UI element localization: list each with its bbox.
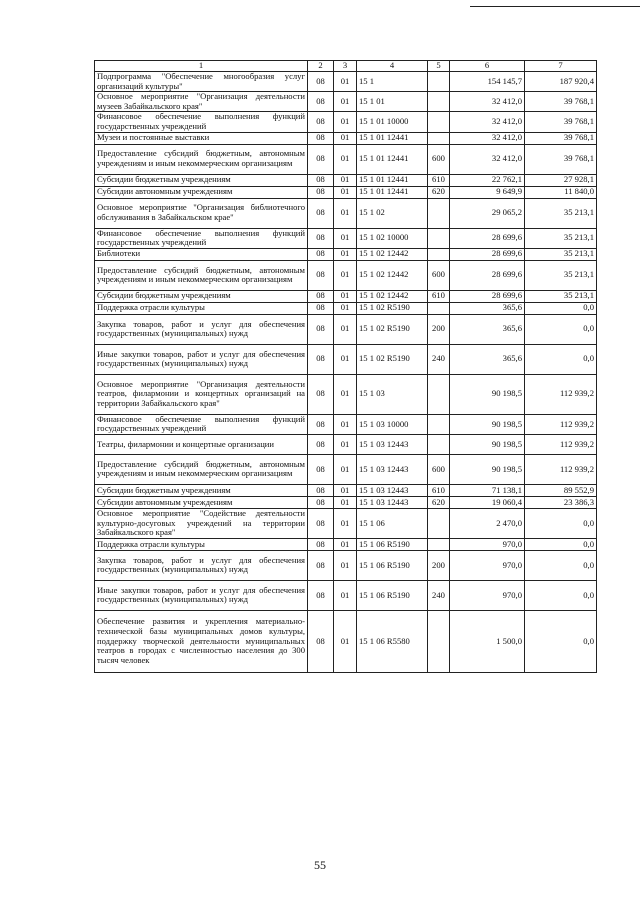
section-code-cell: 08 xyxy=(308,290,334,302)
expense-type-cell: 600 xyxy=(428,454,450,484)
expense-type-cell: 610 xyxy=(428,290,450,302)
amount-col6-cell: 1 500,0 xyxy=(450,610,525,672)
item-name-cell: Субсидии автономным учреждениям xyxy=(95,186,308,198)
section-code-cell: 08 xyxy=(308,302,334,314)
target-article-cell: 15 1 02 R5190 xyxy=(357,302,428,314)
table-row xyxy=(95,92,597,112)
subsection-code-cell: 01 xyxy=(334,434,357,454)
expense-type-cell xyxy=(428,434,450,454)
expense-type-cell: 610 xyxy=(428,484,450,496)
amount-col7-cell: 0,0 xyxy=(525,508,597,538)
amount-col7-cell: 112 939,2 xyxy=(525,374,597,414)
table-row xyxy=(95,374,597,414)
target-article-cell: 15 1 01 12441 xyxy=(357,186,428,198)
subsection-code-cell: 01 xyxy=(334,92,357,112)
item-name-cell: Финансовое обеспечение выполнения функций государственных учреждений xyxy=(95,228,308,248)
section-code-cell: 08 xyxy=(308,414,334,434)
target-article-cell: 15 1 06 xyxy=(357,508,428,538)
section-code-cell: 08 xyxy=(308,484,334,496)
expense-type-cell: 240 xyxy=(428,344,450,374)
table-row xyxy=(95,414,597,434)
amount-col6-cell: 90 198,5 xyxy=(450,414,525,434)
section-code-cell: 08 xyxy=(308,454,334,484)
section-code-cell: 08 xyxy=(308,374,334,414)
subsection-code-cell: 01 xyxy=(334,550,357,580)
amount-col6-cell: 28 699,6 xyxy=(450,228,525,248)
amount-col6-cell: 32 412,0 xyxy=(450,132,525,144)
expense-type-cell xyxy=(428,302,450,314)
item-name-cell: Закупка товаров, работ и услуг для обеспечения государственных (муниципальных) нужд xyxy=(95,314,308,344)
target-article-cell: 15 1 02 10000 xyxy=(357,228,428,248)
amount-col6-cell: 365,6 xyxy=(450,314,525,344)
table-row xyxy=(95,454,597,484)
top-edge-rule xyxy=(470,6,640,7)
target-article-cell: 15 1 xyxy=(357,72,428,92)
expense-type-cell xyxy=(428,538,450,550)
amount-col6-cell: 365,6 xyxy=(450,344,525,374)
target-article-cell: 15 1 06 R5190 xyxy=(357,538,428,550)
page-number: 55 xyxy=(314,858,326,872)
target-article-cell: 15 1 06 R5190 xyxy=(357,580,428,610)
subsection-code-cell: 01 xyxy=(334,132,357,144)
amount-col7-cell: 112 939,2 xyxy=(525,414,597,434)
section-code-cell: 08 xyxy=(308,508,334,538)
target-article-cell: 15 1 02 12442 xyxy=(357,248,428,260)
target-article-cell: 15 1 01 10000 xyxy=(357,112,428,132)
table-row xyxy=(95,610,597,672)
amount-col6-cell: 32 412,0 xyxy=(450,112,525,132)
subsection-code-cell: 01 xyxy=(334,198,357,228)
amount-col7-cell: 23 386,3 xyxy=(525,496,597,508)
target-article-cell: 15 1 01 12441 xyxy=(357,144,428,174)
section-code-cell: 08 xyxy=(308,132,334,144)
amount-col6-cell: 9 649,9 xyxy=(450,186,525,198)
table-row xyxy=(95,248,597,260)
item-name-cell: Музеи и постоянные выставки xyxy=(95,132,308,144)
section-code-cell: 08 xyxy=(308,228,334,248)
item-name-cell: Закупка товаров, работ и услуг для обеспечения государственных (муниципальных) нужд xyxy=(95,550,308,580)
item-name-cell: Финансовое обеспечение выполнения функций государственных учреждений xyxy=(95,112,308,132)
budget-table xyxy=(94,60,597,673)
table-row xyxy=(95,228,597,248)
item-name-cell: Обеспечение развития и укрепления материально-технической базы муниципальных домов культуры, поддержку творческой деятельности муниципальных театров в городах с численностью населения до 300 тысяч человек xyxy=(95,610,308,672)
amount-col7-cell: 0,0 xyxy=(525,580,597,610)
target-article-cell: 15 1 02 12442 xyxy=(357,290,428,302)
amount-col6-cell: 22 762,1 xyxy=(450,174,525,186)
subsection-code-cell: 01 xyxy=(334,228,357,248)
amount-col7-cell: 187 920,4 xyxy=(525,72,597,92)
subsection-code-cell: 01 xyxy=(334,374,357,414)
subsection-code-cell: 01 xyxy=(334,260,357,290)
section-code-cell: 08 xyxy=(308,186,334,198)
column-header: 5 xyxy=(428,61,450,72)
expense-type-cell: 240 xyxy=(428,580,450,610)
item-name-cell: Театры, филармонии и концертные организации xyxy=(95,434,308,454)
expense-type-cell: 620 xyxy=(428,186,450,198)
expense-type-cell: 200 xyxy=(428,314,450,344)
amount-col7-cell: 39 768,1 xyxy=(525,132,597,144)
section-code-cell: 08 xyxy=(308,144,334,174)
subsection-code-cell: 01 xyxy=(334,72,357,92)
amount-col6-cell: 32 412,0 xyxy=(450,144,525,174)
item-name-cell: Иные закупки товаров, работ и услуг для обеспечения государственных (муниципальных) нужд xyxy=(95,580,308,610)
amount-col6-cell: 90 198,5 xyxy=(450,374,525,414)
section-code-cell: 08 xyxy=(308,550,334,580)
section-code-cell: 08 xyxy=(308,72,334,92)
target-article-cell: 15 1 02 12442 xyxy=(357,260,428,290)
table-row xyxy=(95,174,597,186)
column-header: 2 xyxy=(308,61,334,72)
table-body xyxy=(95,72,597,673)
target-article-cell: 15 1 03 12443 xyxy=(357,434,428,454)
amount-col7-cell: 112 939,2 xyxy=(525,454,597,484)
amount-col6-cell: 71 138,1 xyxy=(450,484,525,496)
section-code-cell: 08 xyxy=(308,198,334,228)
section-code-cell: 08 xyxy=(308,610,334,672)
item-name-cell: Субсидии бюджетным учреждениям xyxy=(95,174,308,186)
table-row xyxy=(95,144,597,174)
table-row xyxy=(95,434,597,454)
section-code-cell: 08 xyxy=(308,580,334,610)
subsection-code-cell: 01 xyxy=(334,186,357,198)
subsection-code-cell: 01 xyxy=(334,414,357,434)
subsection-code-cell: 01 xyxy=(334,302,357,314)
amount-col6-cell: 2 470,0 xyxy=(450,508,525,538)
subsection-code-cell: 01 xyxy=(334,112,357,132)
table-row xyxy=(95,132,597,144)
subsection-code-cell: 01 xyxy=(334,344,357,374)
expense-type-cell xyxy=(428,374,450,414)
expense-type-cell: 620 xyxy=(428,496,450,508)
target-article-cell: 15 1 02 R5190 xyxy=(357,344,428,374)
subsection-code-cell: 01 xyxy=(334,314,357,344)
amount-col6-cell: 28 699,6 xyxy=(450,248,525,260)
item-name-cell: Основное мероприятие "Организация деятельности театров, филармонии и концертных организаций на территории Забайкальского края" xyxy=(95,374,308,414)
amount-col6-cell: 365,6 xyxy=(450,302,525,314)
section-code-cell: 08 xyxy=(308,314,334,344)
table-row xyxy=(95,72,597,92)
table-row xyxy=(95,112,597,132)
section-code-cell: 08 xyxy=(308,92,334,112)
item-name-cell: Основное мероприятие "Содействие деятельности культурно-досуговых учреждений на территории Забайкальского края" xyxy=(95,508,308,538)
expense-type-cell xyxy=(428,248,450,260)
amount-col7-cell: 35 213,1 xyxy=(525,260,597,290)
amount-col7-cell: 0,0 xyxy=(525,538,597,550)
expense-type-cell xyxy=(428,92,450,112)
item-name-cell: Основное мероприятие "Организация деятельности музеев Забайкальского края" xyxy=(95,92,308,112)
table-row xyxy=(95,496,597,508)
amount-col7-cell: 0,0 xyxy=(525,314,597,344)
item-name-cell: Предоставление субсидий бюджетным, автономным учреждениям и иным некоммерческим организациям xyxy=(95,454,308,484)
expense-type-cell xyxy=(428,610,450,672)
amount-col6-cell: 28 699,6 xyxy=(450,260,525,290)
amount-col7-cell: 35 213,1 xyxy=(525,228,597,248)
item-name-cell: Библиотеки xyxy=(95,248,308,260)
amount-col7-cell: 89 552,9 xyxy=(525,484,597,496)
target-article-cell: 15 1 01 xyxy=(357,92,428,112)
item-name-cell: Основное мероприятие "Организация библиотечного обслуживания в Забайкальском крае" xyxy=(95,198,308,228)
amount-col6-cell: 29 065,2 xyxy=(450,198,525,228)
subsection-code-cell: 01 xyxy=(334,144,357,174)
table-row xyxy=(95,344,597,374)
amount-col6-cell: 90 198,5 xyxy=(450,434,525,454)
amount-col7-cell: 39 768,1 xyxy=(525,92,597,112)
table-row xyxy=(95,290,597,302)
table-row xyxy=(95,580,597,610)
expense-type-cell: 200 xyxy=(428,550,450,580)
target-article-cell: 15 1 03 xyxy=(357,374,428,414)
amount-col6-cell: 970,0 xyxy=(450,550,525,580)
subsection-code-cell: 01 xyxy=(334,496,357,508)
expense-type-cell xyxy=(428,414,450,434)
item-name-cell: Предоставление субсидий бюджетным, автономным учреждениям и иным некоммерческим организациям xyxy=(95,260,308,290)
item-name-cell: Подпрограмма "Обеспечение многообразия услуг организаций культуры" xyxy=(95,72,308,92)
expense-type-cell xyxy=(428,228,450,248)
table-row xyxy=(95,538,597,550)
amount-col6-cell: 19 060,4 xyxy=(450,496,525,508)
amount-col7-cell: 39 768,1 xyxy=(525,112,597,132)
target-article-cell: 15 1 01 12441 xyxy=(357,132,428,144)
subsection-code-cell: 01 xyxy=(334,484,357,496)
item-name-cell: Финансовое обеспечение выполнения функций государственных учреждений xyxy=(95,414,308,434)
section-code-cell: 08 xyxy=(308,496,334,508)
subsection-code-cell: 01 xyxy=(334,290,357,302)
section-code-cell: 08 xyxy=(308,434,334,454)
item-name-cell: Субсидии бюджетным учреждениям xyxy=(95,484,308,496)
expense-type-cell xyxy=(428,198,450,228)
item-name-cell: Поддержка отрасли культуры xyxy=(95,302,308,314)
item-name-cell: Субсидии бюджетным учреждениям xyxy=(95,290,308,302)
subsection-code-cell: 01 xyxy=(334,580,357,610)
section-code-cell: 08 xyxy=(308,344,334,374)
table-row xyxy=(95,260,597,290)
table-row xyxy=(95,484,597,496)
item-name-cell: Иные закупки товаров, работ и услуг для обеспечения государственных (муниципальных) нужд xyxy=(95,344,308,374)
table-row xyxy=(95,314,597,344)
subsection-code-cell: 01 xyxy=(334,508,357,538)
column-header: 3 xyxy=(334,61,357,72)
target-article-cell: 15 1 06 R5580 xyxy=(357,610,428,672)
column-header: 7 xyxy=(525,61,597,72)
table-row xyxy=(95,186,597,198)
subsection-code-cell: 01 xyxy=(334,538,357,550)
target-article-cell: 15 1 03 12443 xyxy=(357,484,428,496)
section-code-cell: 08 xyxy=(308,538,334,550)
amount-col6-cell: 154 145,7 xyxy=(450,72,525,92)
item-name-cell: Субсидии автономным учреждениям xyxy=(95,496,308,508)
target-article-cell: 15 1 03 10000 xyxy=(357,414,428,434)
amount-col7-cell: 11 840,0 xyxy=(525,186,597,198)
section-code-cell: 08 xyxy=(308,174,334,186)
amount-col7-cell: 35 213,1 xyxy=(525,290,597,302)
expense-type-cell: 600 xyxy=(428,144,450,174)
amount-col6-cell: 90 198,5 xyxy=(450,454,525,484)
section-code-cell: 08 xyxy=(308,260,334,290)
amount-col7-cell: 35 213,1 xyxy=(525,198,597,228)
target-article-cell: 15 1 02 xyxy=(357,198,428,228)
amount-col6-cell: 970,0 xyxy=(450,538,525,550)
table-row xyxy=(95,550,597,580)
subsection-code-cell: 01 xyxy=(334,248,357,260)
amount-col6-cell: 32 412,0 xyxy=(450,92,525,112)
target-article-cell: 15 1 03 12443 xyxy=(357,454,428,484)
subsection-code-cell: 01 xyxy=(334,174,357,186)
header-row xyxy=(95,61,597,72)
amount-col6-cell: 28 699,6 xyxy=(450,290,525,302)
column-header: 6 xyxy=(450,61,525,72)
subsection-code-cell: 01 xyxy=(334,454,357,484)
target-article-cell: 15 1 06 R5190 xyxy=(357,550,428,580)
subsection-code-cell: 01 xyxy=(334,610,357,672)
expense-type-cell xyxy=(428,132,450,144)
amount-col7-cell: 112 939,2 xyxy=(525,434,597,454)
expense-type-cell xyxy=(428,112,450,132)
expense-type-cell xyxy=(428,72,450,92)
amount-col7-cell: 35 213,1 xyxy=(525,248,597,260)
section-code-cell: 08 xyxy=(308,248,334,260)
target-article-cell: 15 1 03 12443 xyxy=(357,496,428,508)
item-name-cell: Поддержка отрасли культуры xyxy=(95,538,308,550)
expense-type-cell: 610 xyxy=(428,174,450,186)
section-code-cell: 08 xyxy=(308,112,334,132)
amount-col7-cell: 0,0 xyxy=(525,550,597,580)
target-article-cell: 15 1 02 R5190 xyxy=(357,314,428,344)
table-row xyxy=(95,198,597,228)
amount-col6-cell: 970,0 xyxy=(450,580,525,610)
amount-col7-cell: 0,0 xyxy=(525,302,597,314)
amount-col7-cell: 0,0 xyxy=(525,610,597,672)
table-row xyxy=(95,302,597,314)
column-header: 1 xyxy=(95,61,308,72)
item-name-cell: Предоставление субсидий бюджетным, автономным учреждениям и иным некоммерческим организациям xyxy=(95,144,308,174)
amount-col7-cell: 0,0 xyxy=(525,344,597,374)
amount-col7-cell: 27 928,1 xyxy=(525,174,597,186)
table-row xyxy=(95,508,597,538)
target-article-cell: 15 1 01 12441 xyxy=(357,174,428,186)
amount-col7-cell: 39 768,1 xyxy=(525,144,597,174)
expense-type-cell: 600 xyxy=(428,260,450,290)
expense-type-cell xyxy=(428,508,450,538)
column-header: 4 xyxy=(357,61,428,72)
